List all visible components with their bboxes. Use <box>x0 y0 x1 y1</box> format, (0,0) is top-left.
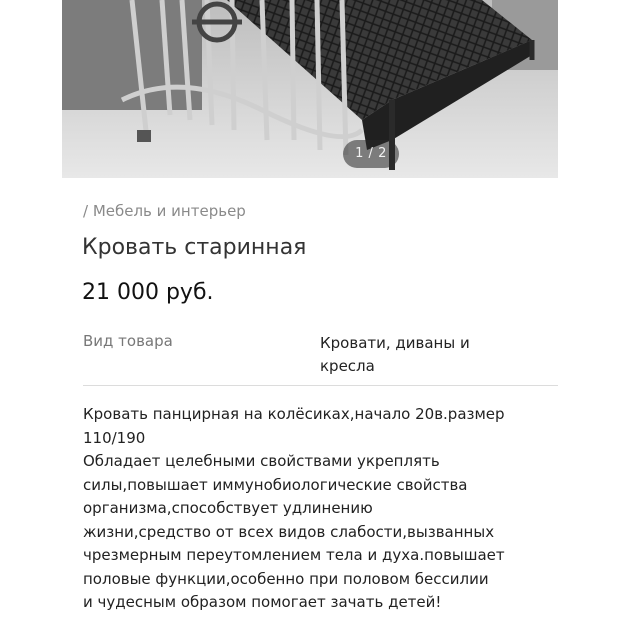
description-line: жизни,средство от всех видов слабости,вызванных <box>83 522 495 541</box>
description-line: половые функции,особенно при половом бессилии <box>83 569 489 588</box>
description-line: и чудесным образом помогает зачать детей! <box>83 593 442 611</box>
description-line: Обладает целебными свойствами укреплять <box>83 452 440 470</box>
attribute-label-item-type: Вид товара <box>83 332 173 350</box>
attribute-value-line: кресла <box>320 357 375 375</box>
description-line: организма,способствует удлинению <box>83 499 373 517</box>
description-line: 110/190 <box>83 428 146 447</box>
bed-photo-image <box>62 0 558 178</box>
section-divider <box>83 385 558 386</box>
attribute-value-item-type <box>320 332 520 378</box>
attribute-value-line: Кровати, диваны и <box>320 334 470 352</box>
listing-price: 21 000 руб. <box>82 280 214 305</box>
listing-photo[interactable] <box>62 0 558 178</box>
listing-title: Кровать старинная <box>82 235 307 260</box>
description-line: чрезмерным переутомлением тела и духа.повышает <box>83 546 505 564</box>
listing-description <box>83 403 553 615</box>
description-line: Кровать панцирная на колёсиках,начало 20в.размер <box>83 405 505 423</box>
breadcrumb[interactable]: / Мебель и интерьер <box>83 202 246 220</box>
photo-counter: 1 / 2 <box>343 140 399 168</box>
description-line: силы,повышает иммунобиологические свойства <box>83 475 468 494</box>
